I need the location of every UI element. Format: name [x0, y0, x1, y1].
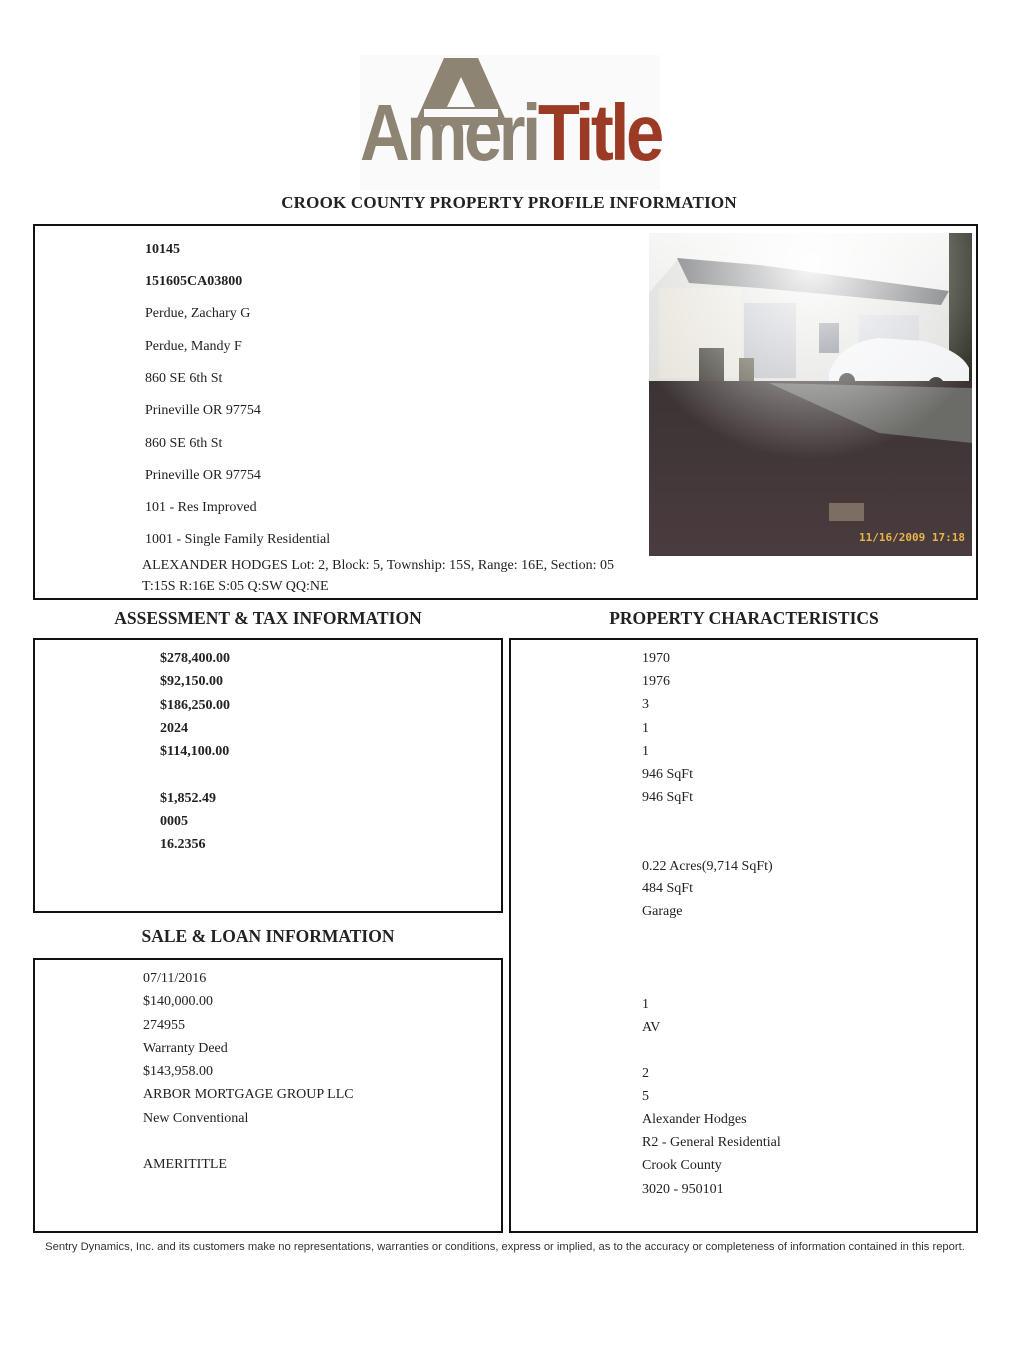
field-value: 274955 — [143, 1018, 185, 1033]
field-value: 1 — [642, 721, 649, 736]
field-value: Alexander Hodges — [642, 1112, 747, 1127]
field-value: 484 SqFt — [642, 881, 693, 896]
field-value: 1976 — [642, 674, 670, 689]
parcel-value: 10145 — [145, 242, 180, 257]
page-title: CROOK COUNTY PROPERTY PROFILE INFORMATION — [281, 193, 737, 212]
field-value: 946 SqFt — [642, 790, 693, 805]
site-address-line1: 860 SE 6th St — [145, 371, 223, 386]
field-value: $114,100.00 — [160, 744, 230, 759]
field-value: $140,000.00 — [143, 994, 213, 1009]
owner-value: Perdue, Zachary G — [145, 306, 251, 321]
field-value: 1970 — [642, 651, 670, 666]
field-value: 3 — [642, 697, 649, 712]
field-value: 07/11/2016 — [143, 971, 207, 986]
field-value: 16.2356 — [160, 837, 206, 852]
field-value: ARBOR MORTGAGE GROUP LLC — [143, 1087, 354, 1102]
logo-text-ameri: Ameri — [360, 88, 538, 177]
field-value: $186,250.00 — [160, 698, 230, 713]
twn-rng-sec-value: T:15S R:16E S:05 Q:SW QQ:NE — [142, 579, 329, 594]
assessment-section-title: ASSESSMENT & TAX INFORMATION — [114, 608, 422, 628]
field-value: Crook County — [642, 1158, 722, 1173]
mail-address-line2: Prineville OR 97754 — [145, 468, 261, 483]
coowner-value: Perdue, Mandy F — [145, 339, 242, 354]
logo-text-title: Title — [537, 88, 661, 177]
property-photo — [649, 233, 972, 556]
mail-address-line1: 860 SE 6th St — [145, 436, 223, 451]
field-value: 2024 — [160, 721, 188, 736]
characteristics-section-title: PROPERTY CHARACTERISTICS — [609, 608, 879, 628]
field-value: $92,150.00 — [160, 674, 223, 689]
field-value: R2 - General Residential — [642, 1135, 781, 1150]
field-value: AMERITITLE — [143, 1157, 227, 1172]
site-address-line2: Prineville OR 97754 — [145, 403, 261, 418]
field-value: 3020 - 950101 — [642, 1182, 724, 1197]
ameritite-logo — [360, 55, 660, 190]
field-value: $1,852.49 — [160, 791, 216, 806]
field-value: 1 — [642, 744, 649, 759]
field-value: $278,400.00 — [160, 651, 230, 666]
assessment-box — [33, 638, 503, 913]
legal-value: ALEXANDER HODGES Lot: 2, Block: 5, Township: 15S, Range: 16E, Section: 05 — [142, 558, 615, 573]
sale-section-title: SALE & LOAN INFORMATION — [141, 926, 395, 946]
field-value: 0005 — [160, 814, 188, 829]
field-value: $143,958.00 — [143, 1064, 213, 1079]
field-value: 5 — [642, 1089, 649, 1104]
field-value: 946 SqFt — [642, 767, 693, 782]
field-value: AV — [642, 1020, 661, 1035]
landuse-value: 101 - Res Improved — [145, 500, 257, 515]
field-value: 2 — [642, 1066, 649, 1081]
field-value: Garage — [642, 904, 683, 919]
taxlot-value: 151605CA03800 — [145, 274, 243, 289]
disclaimer-footer: Sentry Dynamics, Inc. and its customers make no representations, warranties or conditions, express or implied, as to the accuracy or completeness of information contained in this report. — [45, 1241, 965, 1253]
photo-timestamp: 11/16/2009 17:18 — [859, 531, 965, 544]
std-landuse-value: 1001 - Single Family Residential — [145, 532, 331, 547]
field-value: 1 — [642, 997, 649, 1012]
field-value: New Conventional — [143, 1111, 249, 1126]
field-value: Warranty Deed — [143, 1041, 228, 1056]
field-value: 0.22 Acres(9,714 SqFt) — [642, 859, 773, 874]
